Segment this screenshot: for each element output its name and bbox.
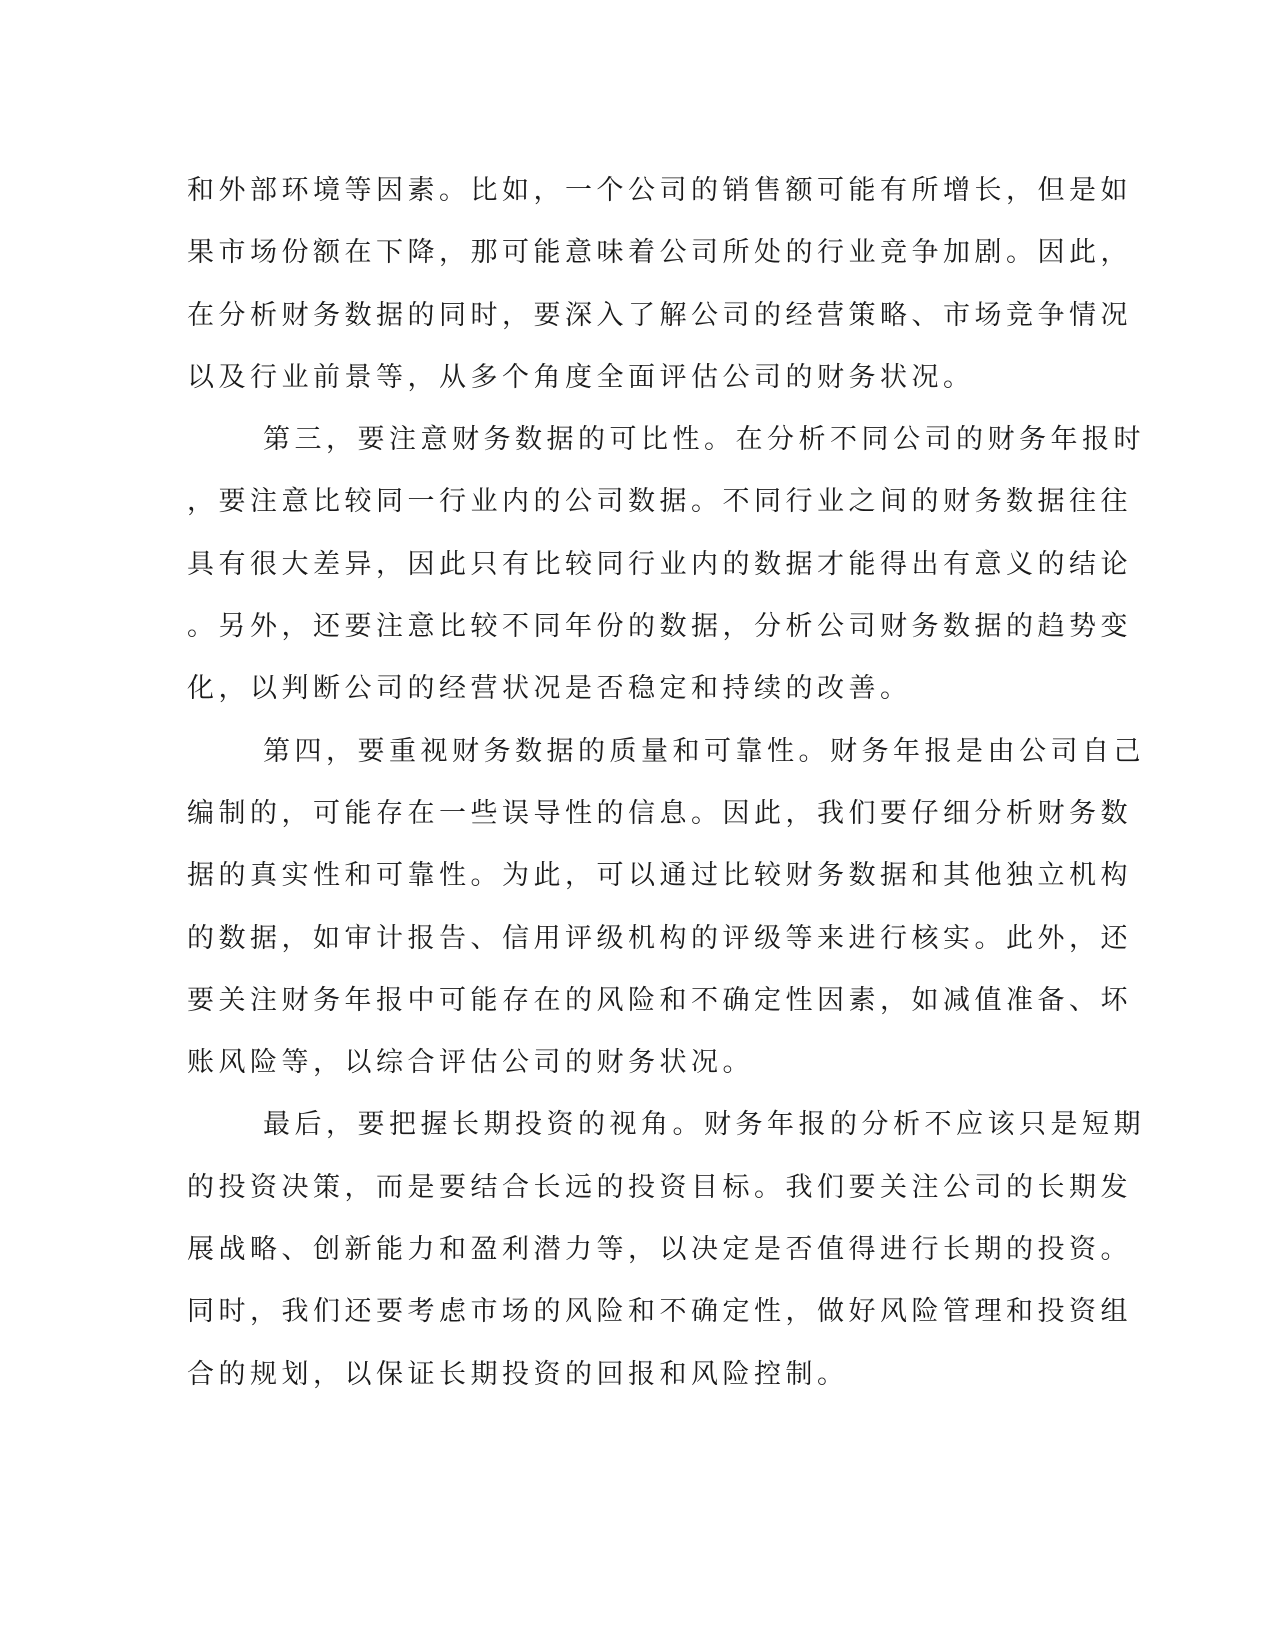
text-line: 化，以判断公司的经营状况是否稳定和持续的改善。 [187,673,912,705]
text-line: ，要注意比较同一行业内的公司数据。不同行业之间的财务数据往往 [187,486,1132,518]
paragraph-start-line: 第三，要注意财务数据的可比性。在分析不同公司的财务年报时 [263,424,1145,456]
text-line: 据的真实性和可靠性。为此，可以通过比较财务数据和其他独立机构 [187,860,1132,892]
text-line: 编制的，可能存在一些误导性的信息。因此，我们要仔细分析财务数 [187,797,1132,829]
body-text [187,160,1145,1406]
text-line: 以及行业前景等，从多个角度全面评估公司的财务状况。 [187,361,975,393]
text-line: 账风险等，以综合评估公司的财务状况。 [187,1047,754,1079]
paragraph-start-line: 最后，要把握长期投资的视角。财务年报的分析不应该只是短期 [263,1109,1145,1141]
text-line: 具有很大差异，因此只有比较同行业内的数据才能得出有意义的结论 [187,548,1132,580]
text-line: 的数据，如审计报告、信用评级机构的评级等来进行核实。此外，还 [187,922,1132,954]
text-line: 的投资决策，而是要结合长远的投资目标。我们要关注公司的长期发 [187,1171,1132,1203]
text-line: 在分析财务数据的同时，要深入了解公司的经营策略、市场竞争情况 [187,299,1132,331]
paragraph-start-line: 第四，要重视财务数据的质量和可靠性。财务年报是由公司自己 [263,735,1145,767]
text-line: 展战略、创新能力和盈利潜力等，以决定是否值得进行长期的投资。 [187,1234,1132,1266]
text-line: 要关注财务年报中可能存在的风险和不确定性因素，如减值准备、坏 [187,984,1132,1016]
text-line: 同时，我们还要考虑市场的风险和不确定性，做好风险管理和投资组 [187,1296,1132,1328]
text-line: 和外部环境等因素。比如，一个公司的销售额可能有所增长，但是如 [187,175,1132,206]
text-line: 。另外，还要注意比较不同年份的数据，分析公司财务数据的趋势变 [187,611,1132,643]
text-line: 果市场份额在下降，那可能意味着公司所处的行业竞争加剧。因此， [187,237,1132,269]
text-line: 合的规划，以保证长期投资的回报和风险控制。 [187,1358,849,1390]
